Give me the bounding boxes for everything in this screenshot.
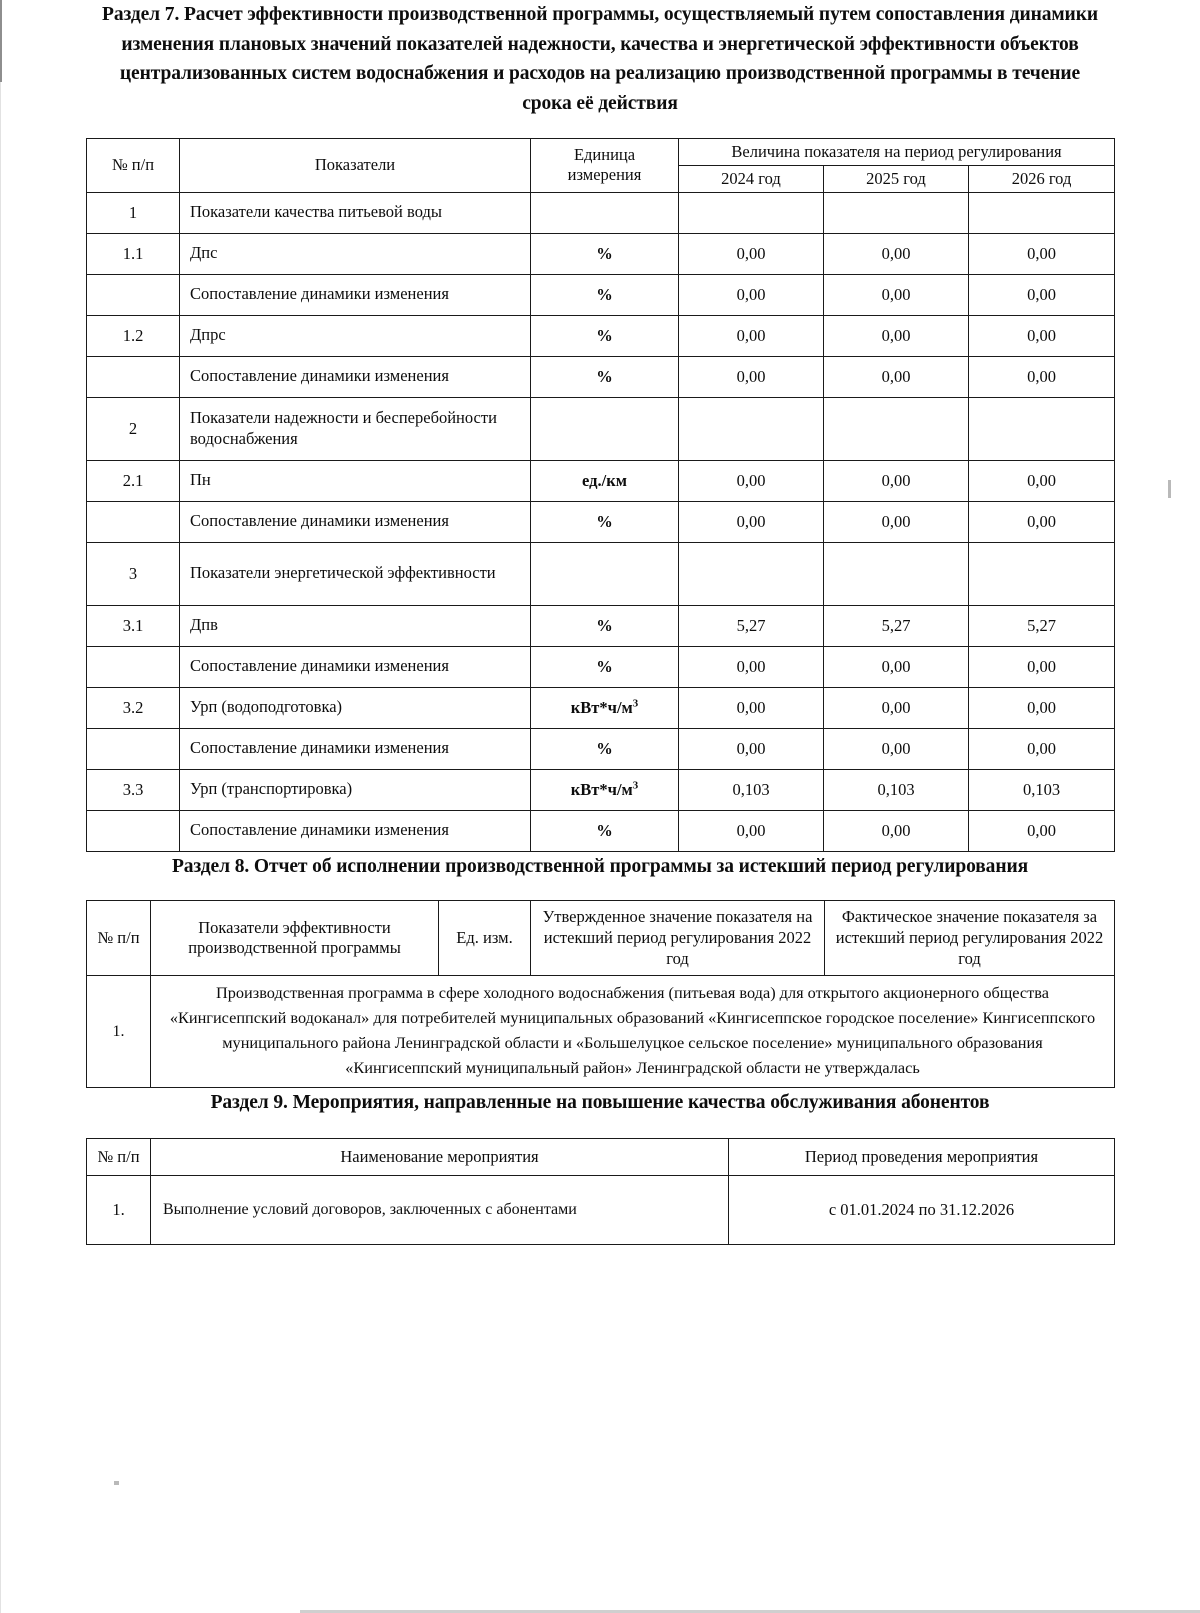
row-number: 1.2 (87, 315, 180, 356)
row-indicator-name: Урп (транспортировка) (180, 769, 531, 810)
row-number: 2 (87, 397, 180, 460)
row-number: 1 (87, 192, 180, 233)
row-value-year-1 (679, 542, 824, 605)
table-row (87, 315, 1115, 356)
section-8-title: Раздел 8. Отчет об исполнении производственной программы за истекший период регулирования (171, 855, 1029, 877)
row-number: 3.2 (87, 687, 180, 728)
table-header (87, 1138, 1115, 1175)
row-value-year-1: 0,00 (679, 501, 824, 542)
row-number: 1. (87, 1176, 151, 1245)
header-indicator: Показатели эффективности производственной программы (151, 901, 439, 976)
row-unit (531, 397, 679, 460)
table-row (87, 605, 1115, 646)
section-7-title: Раздел 7. Расчет эффективности производственной программы, осуществляемый путем сопоставления динамики изменения плановых значений показателей надежности, качества и энергетической эффективности объектов централизованных систем водоснабжения и расходов на реализацию производственной программы в течение срока её действия (102, 4, 1098, 114)
row-indicator-name: Сопоставление динамики изменения (180, 810, 531, 851)
row-unit: % (531, 605, 679, 646)
scan-edge-artifact (0, 0, 1, 1613)
row-value-year-1: 0,103 (679, 769, 824, 810)
table-row (87, 976, 1115, 1088)
row-indicator-name: Сопоставление динамики изменения (180, 356, 531, 397)
row-number (87, 810, 180, 851)
row-unit (531, 192, 679, 233)
row-number: 1.1 (87, 233, 180, 274)
row-unit: ед./км (531, 460, 679, 501)
row-unit: % (531, 810, 679, 851)
row-value-year-1: 0,00 (679, 274, 824, 315)
header-no: № п/п (87, 901, 151, 976)
row-value-year-1: 0,00 (679, 356, 824, 397)
row-value-year-2: 0,00 (824, 356, 969, 397)
document-content (86, 0, 1114, 1245)
row-value-year-1: 5,27 (679, 605, 824, 646)
row-number: 2.1 (87, 460, 180, 501)
row-event-name: Выполнение условий договоров, заключенных с абонентами (151, 1176, 729, 1245)
row-value-year-3 (969, 192, 1115, 233)
table-row (87, 192, 1115, 233)
header-year-2026: 2026 год (969, 165, 1115, 192)
table-row (87, 460, 1115, 501)
row-indicator-name: Сопоставление динамики изменения (180, 728, 531, 769)
row-number (87, 356, 180, 397)
row-unit: % (531, 274, 679, 315)
row-value-year-3: 0,00 (969, 356, 1115, 397)
header-year-2024: 2024 год (679, 165, 824, 192)
table-row (87, 233, 1115, 274)
row-indicator-name: Сопоставление динамики изменения (180, 501, 531, 542)
header-unit: Единица измерения (531, 138, 679, 192)
row-value-year-2: 0,103 (824, 769, 969, 810)
row-value-year-2 (824, 542, 969, 605)
row-indicator-name: Показатели энергетической эффективности (180, 542, 531, 605)
table-header (87, 901, 1115, 976)
row-indicator-name: Пн (180, 460, 531, 501)
table-body (87, 1176, 1115, 1245)
row-value-year-1: 0,00 (679, 728, 824, 769)
header-approved-value: Утвержденное значение показателя на истекший период регулирования 2022 год (531, 901, 825, 976)
table-row (87, 356, 1115, 397)
section-9-title: Раздел 9. Мероприятия, направленные на повышение качества обслуживания абонентов (210, 1092, 990, 1114)
header-event-name: Наименование мероприятия (151, 1138, 729, 1175)
row-value-year-3: 0,00 (969, 646, 1115, 687)
row-number: 1. (87, 976, 151, 1088)
header-period-group: Величина показателя на период регулирования (679, 138, 1115, 165)
row-unit: % (531, 356, 679, 397)
scan-speck (114, 1481, 119, 1485)
row-statement: Производственная программа в сфере холодного водоснабжения (питьевая вода) для открытого акционерного общества «Кингисеппский водоканал» для потребителей муниципальных образований «Кингисеппское городское поселение» Кингисеппского муниципального района Ленинградской области и «Большелуцкое сельское поселение» муниципального образования «Кингисеппский муниципальный район» Ленинградской области не утверждалась (151, 976, 1115, 1088)
table-body (87, 192, 1115, 851)
section-9-measures-table (86, 1138, 1115, 1245)
row-unit: % (531, 315, 679, 356)
row-value-year-3: 0,00 (969, 687, 1115, 728)
row-value-year-1: 0,00 (679, 233, 824, 274)
header-unit: Ед. изм. (439, 901, 531, 976)
row-indicator-name: Дпв (180, 605, 531, 646)
table-row (87, 542, 1115, 605)
row-value-year-3: 0,00 (969, 233, 1115, 274)
table-header (87, 138, 1115, 192)
row-value-year-2: 0,00 (824, 728, 969, 769)
row-value-year-1: 0,00 (679, 687, 824, 728)
row-indicator-name: Дпрс (180, 315, 531, 356)
row-number (87, 274, 180, 315)
row-unit: $кВт*ч/м^3$ (531, 769, 679, 810)
row-value-year-1: 0,00 (679, 810, 824, 851)
table-row (87, 274, 1115, 315)
section-7-indicators-table (86, 138, 1115, 852)
table-row (87, 687, 1115, 728)
header-no: № п/п (87, 138, 180, 192)
row-value-year-3: 0,00 (969, 274, 1115, 315)
row-value-year-3: 0,103 (969, 769, 1115, 810)
row-value-year-2: 0,00 (824, 233, 969, 274)
row-indicator-name: Сопоставление динамики изменения (180, 274, 531, 315)
header-no: № п/п (87, 1138, 151, 1175)
section-8-report-table (86, 900, 1115, 1088)
table-row (87, 728, 1115, 769)
row-value-year-2 (824, 397, 969, 460)
row-number (87, 501, 180, 542)
row-value-year-3: 0,00 (969, 728, 1115, 769)
row-indicator-name: Показатели качества питьевой воды (180, 192, 531, 233)
table-body (87, 976, 1115, 1088)
row-number: 3 (87, 542, 180, 605)
table-row (87, 769, 1115, 810)
row-unit (531, 542, 679, 605)
scan-speck (1168, 480, 1171, 498)
row-value-year-3 (969, 542, 1115, 605)
row-number (87, 728, 180, 769)
header-year-2025: 2025 год (824, 165, 969, 192)
row-value-year-2: 5,27 (824, 605, 969, 646)
row-indicator-name: Дпс (180, 233, 531, 274)
row-value-year-1: 0,00 (679, 315, 824, 356)
row-value-year-3: 0,00 (969, 315, 1115, 356)
row-indicator-name: Сопоставление динамики изменения (180, 646, 531, 687)
header-indicator: Показатели (180, 138, 531, 192)
row-unit: % (531, 728, 679, 769)
row-value-year-3 (969, 397, 1115, 460)
table-row (87, 397, 1115, 460)
row-value-year-2: 0,00 (824, 315, 969, 356)
table-row (87, 501, 1115, 542)
row-unit: % (531, 501, 679, 542)
row-value-year-1 (679, 397, 824, 460)
table-row (87, 810, 1115, 851)
row-value-year-1 (679, 192, 824, 233)
row-value-year-3: 5,27 (969, 605, 1115, 646)
row-unit: $кВт*ч/м^3$ (531, 687, 679, 728)
row-value-year-3: 0,00 (969, 460, 1115, 501)
scan-edge-artifact-dark (0, 0, 2, 82)
row-unit: % (531, 233, 679, 274)
row-indicator-name: Урп (водоподготовка) (180, 687, 531, 728)
row-value-year-2: 0,00 (824, 274, 969, 315)
row-value-year-2: 0,00 (824, 646, 969, 687)
header-event-period: Период проведения мероприятия (729, 1138, 1115, 1175)
row-value-year-2 (824, 192, 969, 233)
row-number: 3.3 (87, 769, 180, 810)
table-row (87, 1176, 1115, 1245)
row-value-year-1: 0,00 (679, 460, 824, 501)
row-number: 3.1 (87, 605, 180, 646)
row-value-year-2: 0,00 (824, 810, 969, 851)
header-actual-value: Фактическое значение показателя за истекший период регулирования 2022 год (825, 901, 1115, 976)
row-event-period: с 01.01.2024 по 31.12.2026 (729, 1176, 1115, 1245)
row-value-year-2: 0,00 (824, 460, 969, 501)
row-value-year-2: 0,00 (824, 687, 969, 728)
table-row (87, 646, 1115, 687)
row-value-year-3: 0,00 (969, 810, 1115, 851)
row-value-year-1: 0,00 (679, 646, 824, 687)
row-value-year-2: 0,00 (824, 501, 969, 542)
row-number (87, 646, 180, 687)
row-value-year-3: 0,00 (969, 501, 1115, 542)
row-unit: % (531, 646, 679, 687)
row-indicator-name: Показатели надежности и бесперебойности водоснабжения (180, 397, 531, 460)
